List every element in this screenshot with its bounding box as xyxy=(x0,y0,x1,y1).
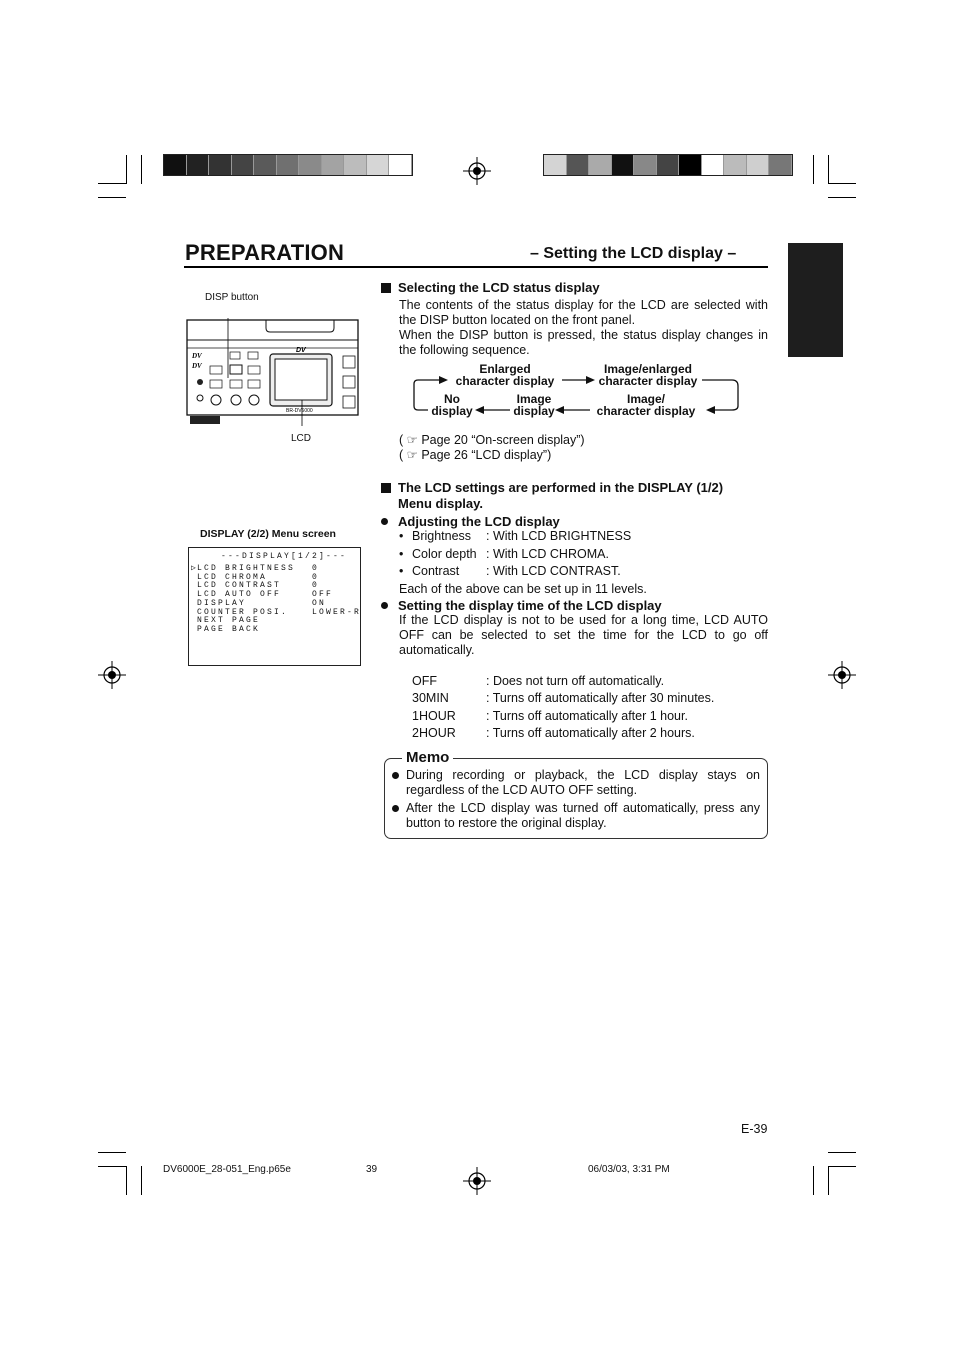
option-row: 1HOUR : Turns off automatically after 1 hour. xyxy=(412,708,688,723)
svg-text:DV: DV xyxy=(192,352,202,360)
menu-row: LCD AUTO OFF OFF xyxy=(197,590,334,600)
device-illustration xyxy=(186,318,360,426)
adjust-item: • Brightness : With LCD BRIGHTNESS xyxy=(399,529,632,543)
registration-mark-bottom-icon xyxy=(463,1167,491,1195)
menu-rows xyxy=(197,565,361,635)
color-swatch xyxy=(344,155,367,175)
color-swatch xyxy=(254,155,277,175)
option-row: 2HOUR : Turns off automatically after 2 hours. xyxy=(412,725,695,740)
color-swatch xyxy=(612,155,635,175)
svg-text:DV: DV xyxy=(192,362,202,370)
adjust-item: • Contrast : With LCD CONTRAST. xyxy=(399,564,621,578)
flow-image-character: Image/ character display xyxy=(596,392,696,418)
header-rule xyxy=(184,266,768,268)
flow-enlarged: Enlarged character display xyxy=(455,362,555,388)
time-paragraph: If the LCD display is not to be used for a long time, LCD AUTO OFF can be selected to set the time for the LCD to go off automatically. xyxy=(399,613,768,657)
section-tab xyxy=(788,243,843,357)
menu-row: LCD CHROMA 0 xyxy=(197,572,320,582)
menu-cursor: ▷ xyxy=(191,564,196,573)
section1-heading: Selecting the LCD status display xyxy=(381,280,600,296)
color-swatch xyxy=(589,155,612,175)
disp-button-label: DISP button xyxy=(205,292,259,303)
color-swatch xyxy=(389,155,412,175)
model-text: BR-DV6000 xyxy=(286,408,313,414)
adjust-list xyxy=(399,529,631,582)
color-bar-right xyxy=(543,154,793,176)
color-swatch xyxy=(367,155,390,175)
section1-paragraph-1: The contents of the status display for the LCD are selected with the DISP button located on the front panel. xyxy=(399,298,768,327)
color-swatch xyxy=(724,155,747,175)
square-bullet-icon xyxy=(381,283,391,293)
memo-item: During recording or playback, the LCD display stays on regardless of the LCD AUTO OFF setting. xyxy=(392,768,760,798)
brand-text: DV xyxy=(296,347,306,354)
flow-image-display: Image display xyxy=(513,392,555,418)
color-swatch xyxy=(634,155,657,175)
bullet-dot-icon xyxy=(381,518,388,525)
menu-row: COUNTER POSI. LOWER-R xyxy=(197,607,362,617)
page-subtitle: – Setting the LCD display – xyxy=(530,245,737,262)
square-bullet-icon xyxy=(381,483,391,493)
flow-image-enlarged: Image/enlarged character display xyxy=(598,362,698,388)
section1-paragraph-2: When the DISP button is pressed, the status display changes in the following sequence. xyxy=(399,328,768,357)
menu-row: NEXT PAGE xyxy=(197,616,261,626)
levels-note: Each of the above can be set up in 11 levels. xyxy=(399,582,647,596)
color-swatch xyxy=(209,155,232,175)
bullet-dot-icon xyxy=(381,602,388,609)
flow-no-display: No display xyxy=(431,392,473,418)
color-swatch xyxy=(567,155,590,175)
menu-title: ---DISPLAY[1/2]--- xyxy=(221,552,348,561)
color-bar-left xyxy=(163,154,413,176)
registration-mark-right-icon xyxy=(828,661,856,689)
color-swatch xyxy=(164,155,187,175)
color-swatch xyxy=(702,155,725,175)
bullet-dot-icon xyxy=(392,805,399,812)
section2-heading: The LCD settings are performed in the DISPLAY (1/2) Menu display. xyxy=(381,480,768,512)
memo-label: Memo xyxy=(402,749,453,766)
footer-page: 39 xyxy=(366,1164,378,1175)
lcd-label: LCD xyxy=(291,433,312,444)
footer-date: 06/03/03, 3:31 PM xyxy=(588,1164,670,1175)
menu-row: LCD CONTRAST 0 xyxy=(197,581,320,591)
time-heading: Setting the display time of the LCD display xyxy=(381,598,662,614)
color-swatch xyxy=(187,155,210,175)
registration-mark-top-icon xyxy=(463,157,491,185)
menu-caption: DISPLAY (2/2) Menu screen xyxy=(200,528,336,540)
memo-item: After the LCD display was turned off automatically, press any button to restore the original display. xyxy=(392,801,760,831)
color-swatch xyxy=(679,155,702,175)
menu-row: PAGE BACK xyxy=(197,624,261,634)
color-swatch xyxy=(544,155,567,175)
footer-file: DV6000E_28-051_Eng.p65e xyxy=(163,1164,291,1175)
adjust-item: • Color depth : With LCD CHROMA. xyxy=(399,546,609,561)
color-swatch xyxy=(232,155,255,175)
bullet-dot-icon xyxy=(392,772,399,779)
color-swatch xyxy=(657,155,680,175)
page-title: PREPARATION xyxy=(185,240,345,265)
memo-items xyxy=(392,768,760,831)
menu-screen xyxy=(188,547,361,666)
menu-row: LCD BRIGHTNESS 0 xyxy=(197,564,320,573)
color-swatch xyxy=(299,155,322,175)
option-row: 30MIN : Turns off automatically after 30 minutes. xyxy=(412,691,715,706)
ref-onscreen-display: ( ☞ Page 20 “On-screen display”) xyxy=(399,433,585,447)
option-row: OFF : Does not turn off automatically. xyxy=(412,674,665,688)
color-swatch xyxy=(277,155,300,175)
menu-row: DISPLAY ON xyxy=(197,598,327,608)
registration-mark-left-icon xyxy=(98,661,126,689)
color-swatch xyxy=(747,155,770,175)
auto-off-options xyxy=(412,674,714,743)
adjust-heading: Adjusting the LCD display xyxy=(381,514,560,530)
ref-lcd-display: ( ☞ Page 26 “LCD display”) xyxy=(399,448,552,462)
page-number: E-39 xyxy=(741,1122,768,1136)
color-swatch xyxy=(769,155,792,175)
color-swatch xyxy=(322,155,345,175)
